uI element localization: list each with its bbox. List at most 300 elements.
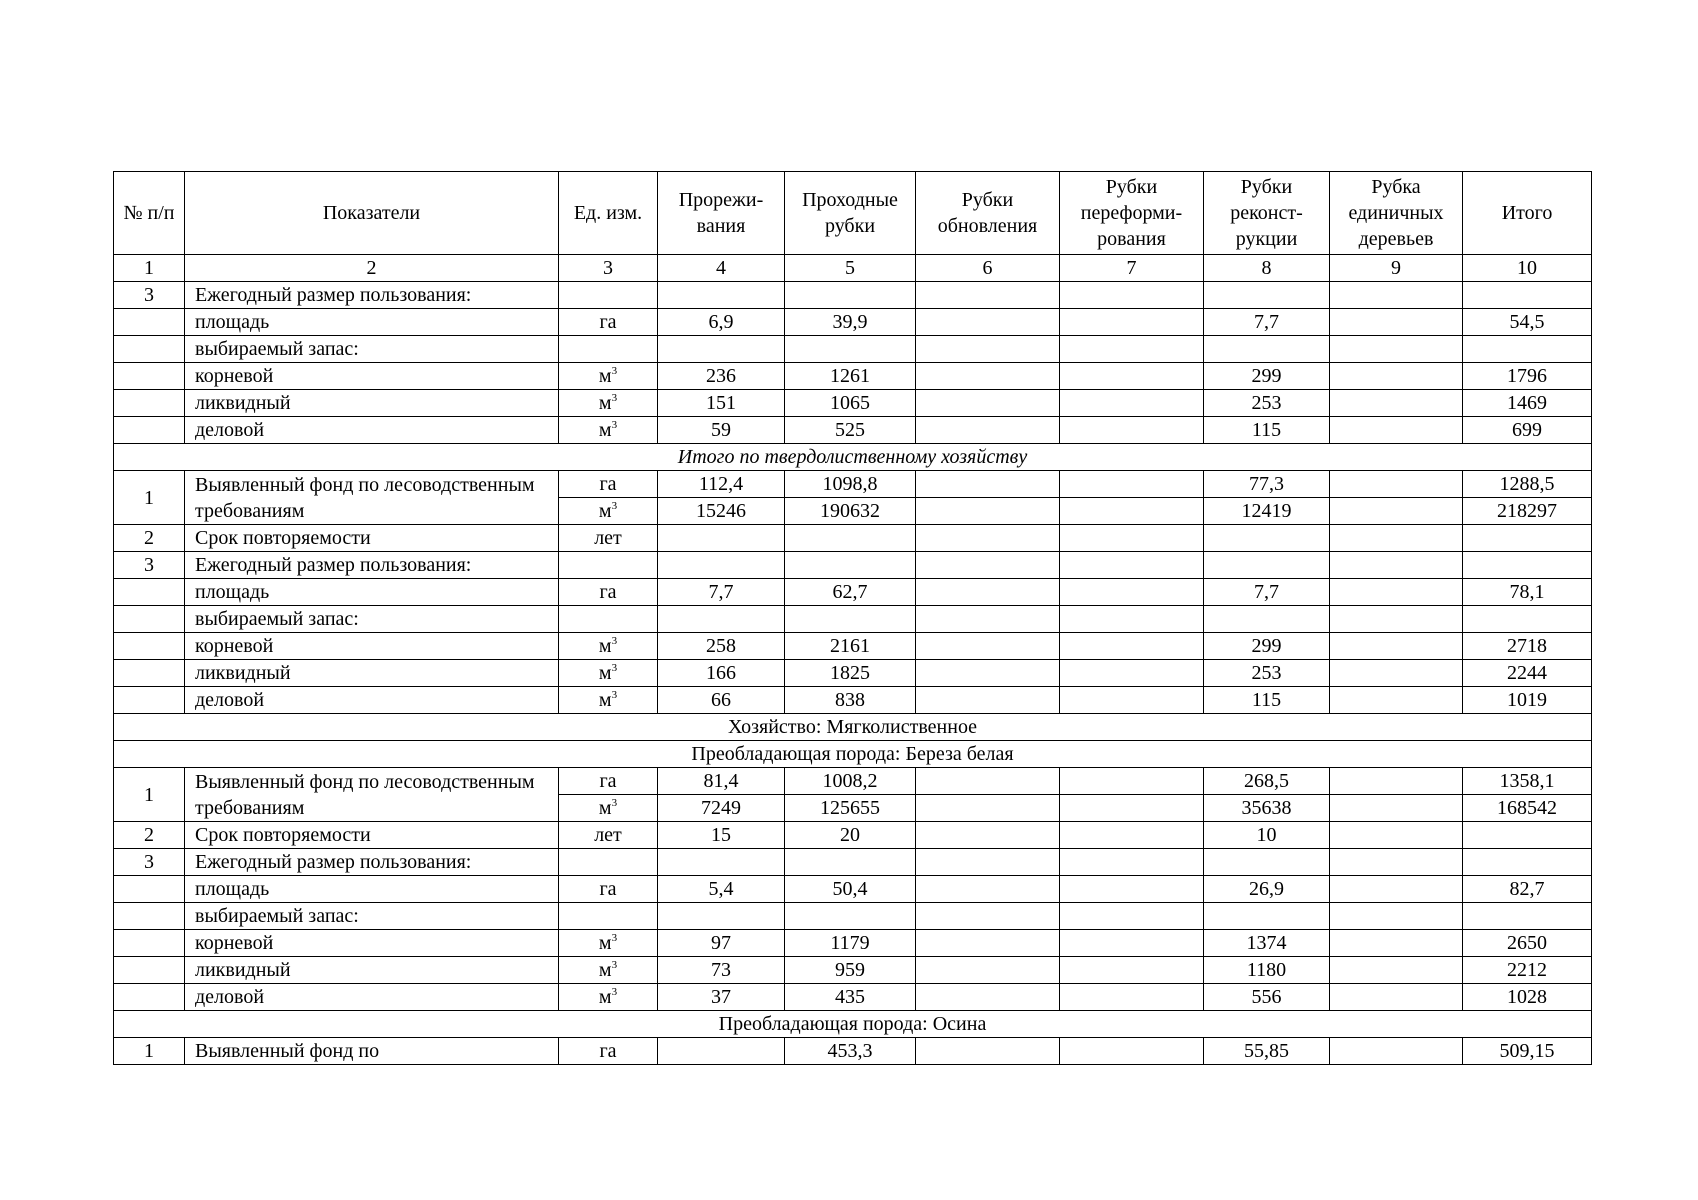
unit-exponent: 3 <box>611 662 618 674</box>
table-row <box>114 336 1592 363</box>
value-cell <box>1060 525 1204 552</box>
value-cell: 1098,8 <box>785 471 916 498</box>
row-label: площадь <box>185 579 559 606</box>
value-cell <box>1330 390 1463 417</box>
row-label: Срок повторяемости <box>185 822 559 849</box>
unit-base: м <box>598 797 612 819</box>
row-number <box>114 660 185 687</box>
value-cell <box>1060 390 1204 417</box>
value-cell <box>785 282 916 309</box>
row-number <box>114 687 185 714</box>
value-cell <box>1060 876 1204 903</box>
value-cell <box>785 336 916 363</box>
table-row <box>114 984 1592 1011</box>
section-banner-row <box>114 741 1592 768</box>
col-number: 5 <box>785 255 916 282</box>
value-cell: 97 <box>658 930 785 957</box>
value-cell <box>1060 687 1204 714</box>
value-cell: 168542 <box>1463 795 1592 822</box>
unit-cell <box>559 336 658 363</box>
value-cell <box>916 687 1060 714</box>
value-cell <box>916 633 1060 660</box>
value-cell <box>1204 849 1330 876</box>
value-cell: 1261 <box>785 363 916 390</box>
table-body <box>114 282 1592 1065</box>
col-number: 2 <box>185 255 559 282</box>
row-number <box>114 984 185 1011</box>
value-cell: 2161 <box>785 633 916 660</box>
value-cell: 253 <box>1204 390 1330 417</box>
table-row <box>114 876 1592 903</box>
value-cell <box>1204 606 1330 633</box>
col-number: 4 <box>658 255 785 282</box>
value-cell <box>1330 957 1463 984</box>
value-cell <box>1060 903 1204 930</box>
table-row <box>114 687 1592 714</box>
row-number <box>114 633 185 660</box>
value-cell: 190632 <box>785 498 916 525</box>
unit-exponent: 3 <box>611 419 618 431</box>
value-cell <box>1060 768 1204 795</box>
value-cell: 253 <box>1204 660 1330 687</box>
value-cell: 453,3 <box>785 1038 916 1065</box>
value-cell: 125655 <box>785 795 916 822</box>
row-label: Ежегодный размер пользования: <box>185 849 559 876</box>
value-cell <box>916 768 1060 795</box>
value-cell: 15 <box>658 822 785 849</box>
unit-cell: га <box>559 579 658 606</box>
row-label: корневой <box>185 633 559 660</box>
value-cell <box>916 552 1060 579</box>
value-cell <box>1060 822 1204 849</box>
unit-cell: га <box>559 768 658 795</box>
col-header-total: Итого <box>1463 172 1592 255</box>
unit-base: м <box>598 419 612 441</box>
unit-exponent: 3 <box>611 500 618 512</box>
value-cell <box>1330 849 1463 876</box>
row-label: деловой <box>185 687 559 714</box>
value-cell <box>1463 282 1592 309</box>
value-cell <box>1204 525 1330 552</box>
value-cell <box>1330 606 1463 633</box>
unit-exponent: 3 <box>611 959 618 971</box>
unit-base: м <box>598 959 612 981</box>
value-cell <box>1330 309 1463 336</box>
value-cell <box>1463 336 1592 363</box>
value-cell: 218297 <box>1463 498 1592 525</box>
value-cell: 1288,5 <box>1463 471 1592 498</box>
value-cell <box>1060 984 1204 1011</box>
value-cell <box>1060 498 1204 525</box>
value-cell <box>785 903 916 930</box>
col-header-num: № п/п <box>114 172 185 255</box>
row-number <box>114 930 185 957</box>
row-number: 1 <box>114 768 185 822</box>
col-number: 8 <box>1204 255 1330 282</box>
unit-exponent: 3 <box>611 986 618 998</box>
value-cell <box>1060 579 1204 606</box>
row-number <box>114 336 185 363</box>
value-cell <box>785 849 916 876</box>
row-label: ликвидный <box>185 660 559 687</box>
unit-cell <box>559 849 658 876</box>
value-cell: 236 <box>658 363 785 390</box>
unit-exponent: 3 <box>611 689 618 701</box>
unit-cell: лет <box>559 525 658 552</box>
value-cell: 7249 <box>658 795 785 822</box>
col-number: 7 <box>1060 255 1204 282</box>
value-cell <box>658 903 785 930</box>
unit-cell <box>559 633 658 660</box>
unit-cell <box>559 984 658 1011</box>
value-cell: 1180 <box>1204 957 1330 984</box>
row-label: деловой <box>185 417 559 444</box>
value-cell: 556 <box>1204 984 1330 1011</box>
value-cell <box>1330 903 1463 930</box>
value-cell <box>1330 795 1463 822</box>
value-cell <box>1330 633 1463 660</box>
value-cell: 54,5 <box>1463 309 1592 336</box>
value-cell <box>1060 930 1204 957</box>
unit-cell <box>559 660 658 687</box>
value-cell <box>916 336 1060 363</box>
row-label: выбираемый запас: <box>185 903 559 930</box>
row-number <box>114 417 185 444</box>
header-row <box>114 172 1592 255</box>
unit-base: м <box>598 392 612 414</box>
value-cell: 115 <box>1204 687 1330 714</box>
value-cell <box>1204 903 1330 930</box>
table-row <box>114 390 1592 417</box>
value-cell: 7,7 <box>1204 309 1330 336</box>
row-label: выбираемый запас: <box>185 606 559 633</box>
section-banner-row <box>114 444 1592 471</box>
value-cell <box>1060 552 1204 579</box>
table-row <box>114 1038 1592 1065</box>
value-cell <box>1330 579 1463 606</box>
unit-cell <box>559 363 658 390</box>
row-number <box>114 957 185 984</box>
value-cell: 2212 <box>1463 957 1592 984</box>
col-header-passage: Проходные рубки <box>785 172 916 255</box>
row-number: 3 <box>114 849 185 876</box>
value-cell: 2718 <box>1463 633 1592 660</box>
value-cell <box>1330 660 1463 687</box>
value-cell: 12419 <box>1204 498 1330 525</box>
value-cell <box>916 903 1060 930</box>
row-number: 3 <box>114 552 185 579</box>
value-cell: 82,7 <box>1463 876 1592 903</box>
value-cell: 258 <box>658 633 785 660</box>
value-cell <box>916 498 1060 525</box>
value-cell <box>1330 282 1463 309</box>
value-cell <box>1330 822 1463 849</box>
col-header-reconstruction: Рубки реконст-рукции <box>1204 172 1330 255</box>
row-label: корневой <box>185 363 559 390</box>
value-cell: 299 <box>1204 363 1330 390</box>
row-label: ликвидный <box>185 390 559 417</box>
unit-exponent: 3 <box>611 635 618 647</box>
value-cell: 59 <box>658 417 785 444</box>
value-cell <box>1060 660 1204 687</box>
unit-cell <box>559 795 658 822</box>
value-cell <box>1060 606 1204 633</box>
value-cell <box>916 849 1060 876</box>
unit-cell: лет <box>559 822 658 849</box>
value-cell <box>1330 768 1463 795</box>
value-cell <box>916 795 1060 822</box>
value-cell <box>1060 795 1204 822</box>
value-cell <box>1060 417 1204 444</box>
value-cell <box>1204 336 1330 363</box>
unit-cell: га <box>559 471 658 498</box>
unit-base: м <box>598 689 612 711</box>
value-cell <box>916 525 1060 552</box>
row-number <box>114 309 185 336</box>
value-cell: 50,4 <box>785 876 916 903</box>
value-cell <box>1060 363 1204 390</box>
unit-base: м <box>598 932 612 954</box>
section-banner: Хозяйство: Мягколиственное <box>114 714 1592 741</box>
value-cell <box>1330 471 1463 498</box>
value-cell: 1179 <box>785 930 916 957</box>
unit-cell <box>559 957 658 984</box>
table-row <box>114 552 1592 579</box>
value-cell <box>1463 552 1592 579</box>
row-label: ликвидный <box>185 957 559 984</box>
unit-cell <box>559 606 658 633</box>
value-cell: 435 <box>785 984 916 1011</box>
value-cell <box>916 417 1060 444</box>
row-label: Ежегодный размер пользования: <box>185 282 559 309</box>
value-cell: 115 <box>1204 417 1330 444</box>
table-row <box>114 849 1592 876</box>
value-cell <box>785 552 916 579</box>
table-row <box>114 660 1592 687</box>
value-cell <box>1463 606 1592 633</box>
value-cell <box>658 336 785 363</box>
table-row <box>114 957 1592 984</box>
section-banner: Итого по твердолиственному хозяйству <box>114 444 1592 471</box>
value-cell: 62,7 <box>785 579 916 606</box>
value-cell <box>916 957 1060 984</box>
col-header-indicator: Показатели <box>185 172 559 255</box>
value-cell <box>1060 282 1204 309</box>
value-cell <box>658 552 785 579</box>
unit-base: м <box>598 986 612 1008</box>
row-number <box>114 390 185 417</box>
value-cell <box>1330 984 1463 1011</box>
unit-cell: га <box>559 876 658 903</box>
row-label: Выявленный фонд по <box>185 1038 559 1065</box>
col-header-unit: Ед. изм. <box>559 172 658 255</box>
unit-base: м <box>598 500 612 522</box>
value-cell <box>916 363 1060 390</box>
table-row <box>114 282 1592 309</box>
unit-cell <box>559 552 658 579</box>
value-cell <box>1204 282 1330 309</box>
value-cell <box>916 309 1060 336</box>
table-row <box>114 606 1592 633</box>
table-row <box>114 930 1592 957</box>
value-cell: 1796 <box>1463 363 1592 390</box>
row-label: корневой <box>185 930 559 957</box>
value-cell: 1019 <box>1463 687 1592 714</box>
value-cell: 268,5 <box>1204 768 1330 795</box>
value-cell <box>658 282 785 309</box>
value-cell <box>658 1038 785 1065</box>
value-cell: 2650 <box>1463 930 1592 957</box>
value-cell <box>1204 552 1330 579</box>
value-cell <box>1060 957 1204 984</box>
row-label: площадь <box>185 876 559 903</box>
value-cell <box>1060 633 1204 660</box>
row-number: 1 <box>114 1038 185 1065</box>
unit-cell <box>559 417 658 444</box>
col-header-reformation: Рубки переформи-рования <box>1060 172 1204 255</box>
row-label: площадь <box>185 309 559 336</box>
unit-cell <box>559 687 658 714</box>
value-cell: 7,7 <box>658 579 785 606</box>
value-cell <box>785 525 916 552</box>
section-banner-row <box>114 1011 1592 1038</box>
value-cell: 1358,1 <box>1463 768 1592 795</box>
value-cell: 151 <box>658 390 785 417</box>
col-number: 1 <box>114 255 185 282</box>
value-cell: 73 <box>658 957 785 984</box>
value-cell: 39,9 <box>785 309 916 336</box>
table-row <box>114 417 1592 444</box>
table-row <box>114 903 1592 930</box>
value-cell: 6,9 <box>658 309 785 336</box>
value-cell <box>1060 309 1204 336</box>
value-cell <box>916 930 1060 957</box>
value-cell: 525 <box>785 417 916 444</box>
unit-exponent: 3 <box>611 392 618 404</box>
value-cell <box>916 579 1060 606</box>
value-cell <box>658 606 785 633</box>
row-label: Выявленный фонд по лесоводственным требованиям <box>185 471 559 525</box>
row-number: 2 <box>114 525 185 552</box>
row-number <box>114 606 185 633</box>
row-number <box>114 876 185 903</box>
unit-cell: га <box>559 1038 658 1065</box>
value-cell <box>1330 1038 1463 1065</box>
value-cell: 1065 <box>785 390 916 417</box>
value-cell: 81,4 <box>658 768 785 795</box>
value-cell: 37 <box>658 984 785 1011</box>
row-number <box>114 903 185 930</box>
value-cell: 20 <box>785 822 916 849</box>
table-row <box>114 309 1592 336</box>
value-cell: 1469 <box>1463 390 1592 417</box>
value-cell: 299 <box>1204 633 1330 660</box>
unit-cell: га <box>559 309 658 336</box>
value-cell <box>1330 336 1463 363</box>
value-cell: 77,3 <box>1204 471 1330 498</box>
col-number: 10 <box>1463 255 1592 282</box>
value-cell: 7,7 <box>1204 579 1330 606</box>
value-cell <box>1330 876 1463 903</box>
row-label: Срок повторяемости <box>185 525 559 552</box>
table-row <box>114 363 1592 390</box>
value-cell <box>1463 903 1592 930</box>
col-number: 6 <box>916 255 1060 282</box>
value-cell <box>785 606 916 633</box>
value-cell: 699 <box>1463 417 1592 444</box>
value-cell <box>1060 849 1204 876</box>
value-cell: 1028 <box>1463 984 1592 1011</box>
value-cell: 959 <box>785 957 916 984</box>
header-number-row <box>114 255 1592 282</box>
value-cell <box>658 849 785 876</box>
forest-use-table <box>113 171 1592 1065</box>
value-cell <box>916 390 1060 417</box>
value-cell <box>1060 1038 1204 1065</box>
unit-cell <box>559 390 658 417</box>
row-label: Ежегодный размер пользования: <box>185 552 559 579</box>
value-cell <box>1463 525 1592 552</box>
value-cell: 1825 <box>785 660 916 687</box>
unit-base: м <box>598 635 612 657</box>
value-cell: 10 <box>1204 822 1330 849</box>
value-cell <box>916 660 1060 687</box>
unit-cell <box>559 903 658 930</box>
value-cell: 55,85 <box>1204 1038 1330 1065</box>
table-row <box>114 633 1592 660</box>
row-number: 2 <box>114 822 185 849</box>
unit-cell <box>559 282 658 309</box>
value-cell <box>1330 552 1463 579</box>
value-cell: 1008,2 <box>785 768 916 795</box>
row-number <box>114 363 185 390</box>
section-banner: Преобладающая порода: Осина <box>114 1011 1592 1038</box>
row-label: деловой <box>185 984 559 1011</box>
col-header-thinning: Прорежи-вания <box>658 172 785 255</box>
row-label: выбираемый запас: <box>185 336 559 363</box>
row-number <box>114 579 185 606</box>
value-cell <box>916 282 1060 309</box>
value-cell <box>1330 525 1463 552</box>
value-cell <box>658 525 785 552</box>
value-cell <box>1060 471 1204 498</box>
value-cell: 2244 <box>1463 660 1592 687</box>
unit-cell <box>559 498 658 525</box>
value-cell <box>1330 363 1463 390</box>
value-cell: 78,1 <box>1463 579 1592 606</box>
unit-exponent: 3 <box>611 797 618 809</box>
value-cell <box>916 822 1060 849</box>
value-cell <box>916 471 1060 498</box>
value-cell: 66 <box>658 687 785 714</box>
unit-base: м <box>598 365 612 387</box>
value-cell: 26,9 <box>1204 876 1330 903</box>
unit-cell <box>559 930 658 957</box>
value-cell <box>1330 930 1463 957</box>
unit-exponent: 3 <box>611 365 618 377</box>
section-banner-row <box>114 714 1592 741</box>
value-cell <box>1463 849 1592 876</box>
table-row <box>114 822 1592 849</box>
col-header-renewal: Рубки обновления <box>916 172 1060 255</box>
value-cell <box>1060 336 1204 363</box>
col-number: 3 <box>559 255 658 282</box>
value-cell <box>916 1038 1060 1065</box>
row-label: Выявленный фонд по лесоводственным требованиям <box>185 768 559 822</box>
unit-base: м <box>598 662 612 684</box>
row-number: 3 <box>114 282 185 309</box>
value-cell: 15246 <box>658 498 785 525</box>
